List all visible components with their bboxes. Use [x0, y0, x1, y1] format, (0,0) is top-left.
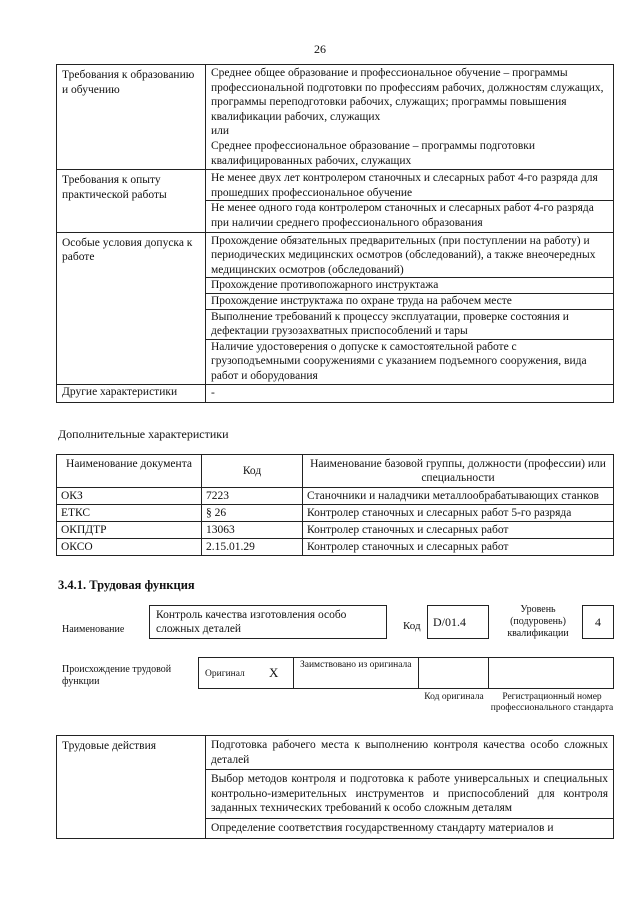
- list-item: -: [211, 387, 215, 400]
- table-row: [57, 170, 614, 232]
- table-row: [57, 65, 614, 170]
- page-number: 26: [314, 42, 326, 56]
- list-item: или: [211, 125, 230, 138]
- row-value-other: [206, 385, 614, 403]
- table-row: [57, 736, 614, 839]
- table-cell: Контролер станочных и слесарных работ: [303, 539, 614, 556]
- list-item: Определение соответствия государственному стандарту материалов и: [206, 818, 613, 838]
- list-item: Прохождение противопожарного инструктажа: [206, 277, 613, 293]
- table-row: [57, 522, 614, 539]
- table-header-row: [57, 455, 614, 488]
- list-item: Не менее двух лет контролером станочных и слесарных работ 4-го разряда для прошедших профессиональное обучение: [211, 172, 598, 199]
- table-cell: Контролер станочных и слесарных работ: [303, 522, 614, 539]
- qualification-level-label: Уровень (подуровень) квалификации: [507, 604, 569, 639]
- origin-borrowed-cell: Заимствовано из оригинала: [293, 657, 419, 689]
- column-header: Наименование документа: [57, 455, 202, 488]
- table-row: [57, 232, 614, 385]
- function-code-value: D/01.4: [427, 605, 489, 639]
- table-cell: Станочники и наладчики металлообрабатывающих станков: [303, 488, 614, 505]
- column-header: Код: [202, 455, 303, 488]
- labor-actions-table: [56, 735, 614, 839]
- table-cell: Контролер станочных и слесарных работ 5-го разряда: [303, 505, 614, 522]
- table-row: [57, 539, 614, 556]
- list-item: Прохождение обязательных предварительных (при поступлении на работу) и периодических медицинских осмотров (обследований), а также внеочередных медицинских осмотров (обследований): [211, 234, 596, 276]
- row-label-education: Требования к образованию и обучению: [57, 65, 206, 170]
- row-value-experience: [206, 170, 614, 232]
- origin-code-box: [418, 657, 489, 689]
- row-value-conditions: [206, 232, 614, 385]
- origin-code-caption: Код оригинала: [424, 692, 484, 702]
- row-label-conditions: Особые условия допуска к работе: [57, 232, 206, 385]
- labor-actions-label: Трудовые действия: [57, 736, 206, 839]
- table-cell: 7223: [202, 488, 303, 505]
- list-item: Наличие удостоверения о допуске к самостоятельной работе с грузоподъемными сооружениями с указанием подъемного сооружения, вида работ и оборудования: [206, 339, 613, 384]
- table-cell: ОКЗ: [57, 488, 202, 505]
- origin-label: Происхождение трудовой функции: [62, 664, 172, 687]
- table-row: [57, 488, 614, 505]
- table-cell: ЕТКС: [57, 505, 202, 522]
- origin-original-cell: [198, 657, 294, 689]
- qualification-level-value: 4: [582, 605, 614, 639]
- function-name-value: Контроль качества изготовления особо сложных деталей: [149, 605, 387, 639]
- table-cell: 2.15.01.29: [202, 539, 303, 556]
- column-header: Наименование базовой группы, должности (профессии) или специальности: [303, 455, 614, 488]
- list-item: Прохождение инструктажа по охране труда на рабочем месте: [206, 293, 613, 309]
- list-item: Выбор методов контроля и подготовка к работе универсальных и специальных контрольно-измерительных инструментов и приспособлений для контроля заданных технических требований к особо сложным деталям: [206, 769, 613, 818]
- list-item: Не менее одного года контролером станочных и слесарных работ 4-го разряда при наличии среднего профессионального образования: [206, 200, 613, 230]
- table-cell: § 26: [202, 505, 303, 522]
- list-item: Подготовка рабочего места к выполнению контроля качества особо сложных деталей: [211, 739, 608, 766]
- function-name-label: Наименование: [62, 624, 125, 635]
- row-label-experience: Требования к опыту практической работы: [57, 170, 206, 232]
- table-cell: ОКПДТР: [57, 522, 202, 539]
- row-label-other: Другие характеристики: [57, 385, 206, 403]
- requirements-table: [56, 64, 614, 403]
- origin-original-mark: X: [269, 665, 279, 680]
- labor-actions-list: [206, 736, 614, 839]
- function-code-label: Код: [403, 620, 421, 632]
- extra-characteristics-title: Дополнительные характеристики: [58, 427, 229, 441]
- origin-original-label: Оригинал: [205, 669, 245, 679]
- section-title: 3.4.1. Трудовая функция: [58, 578, 195, 592]
- list-item: Среднее общее образование и профессиональное обучение – программы профессиональной подготовки по профессиям рабочих, должностям служащих, программы переподготовки рабочих, служащих; программы повышения квалификации рабочих, служащих: [211, 67, 604, 123]
- table-row: [57, 385, 614, 403]
- extra-characteristics-table: [56, 454, 614, 556]
- origin-reg-caption: Регистрационный номер профессионального стандарта: [490, 692, 614, 713]
- table-cell: ОКСО: [57, 539, 202, 556]
- table-cell: 13063: [202, 522, 303, 539]
- list-item: Среднее профессиональное образование – программы подготовки квалифицированных рабочих, служащих: [211, 139, 536, 167]
- table-row: [57, 505, 614, 522]
- origin-reg-box: [488, 657, 614, 689]
- list-item: Выполнение требований к процессу эксплуатации, проверке состояния и дефектации грузозахватных приспособлений и тары: [206, 309, 613, 339]
- row-value-education: [206, 65, 614, 170]
